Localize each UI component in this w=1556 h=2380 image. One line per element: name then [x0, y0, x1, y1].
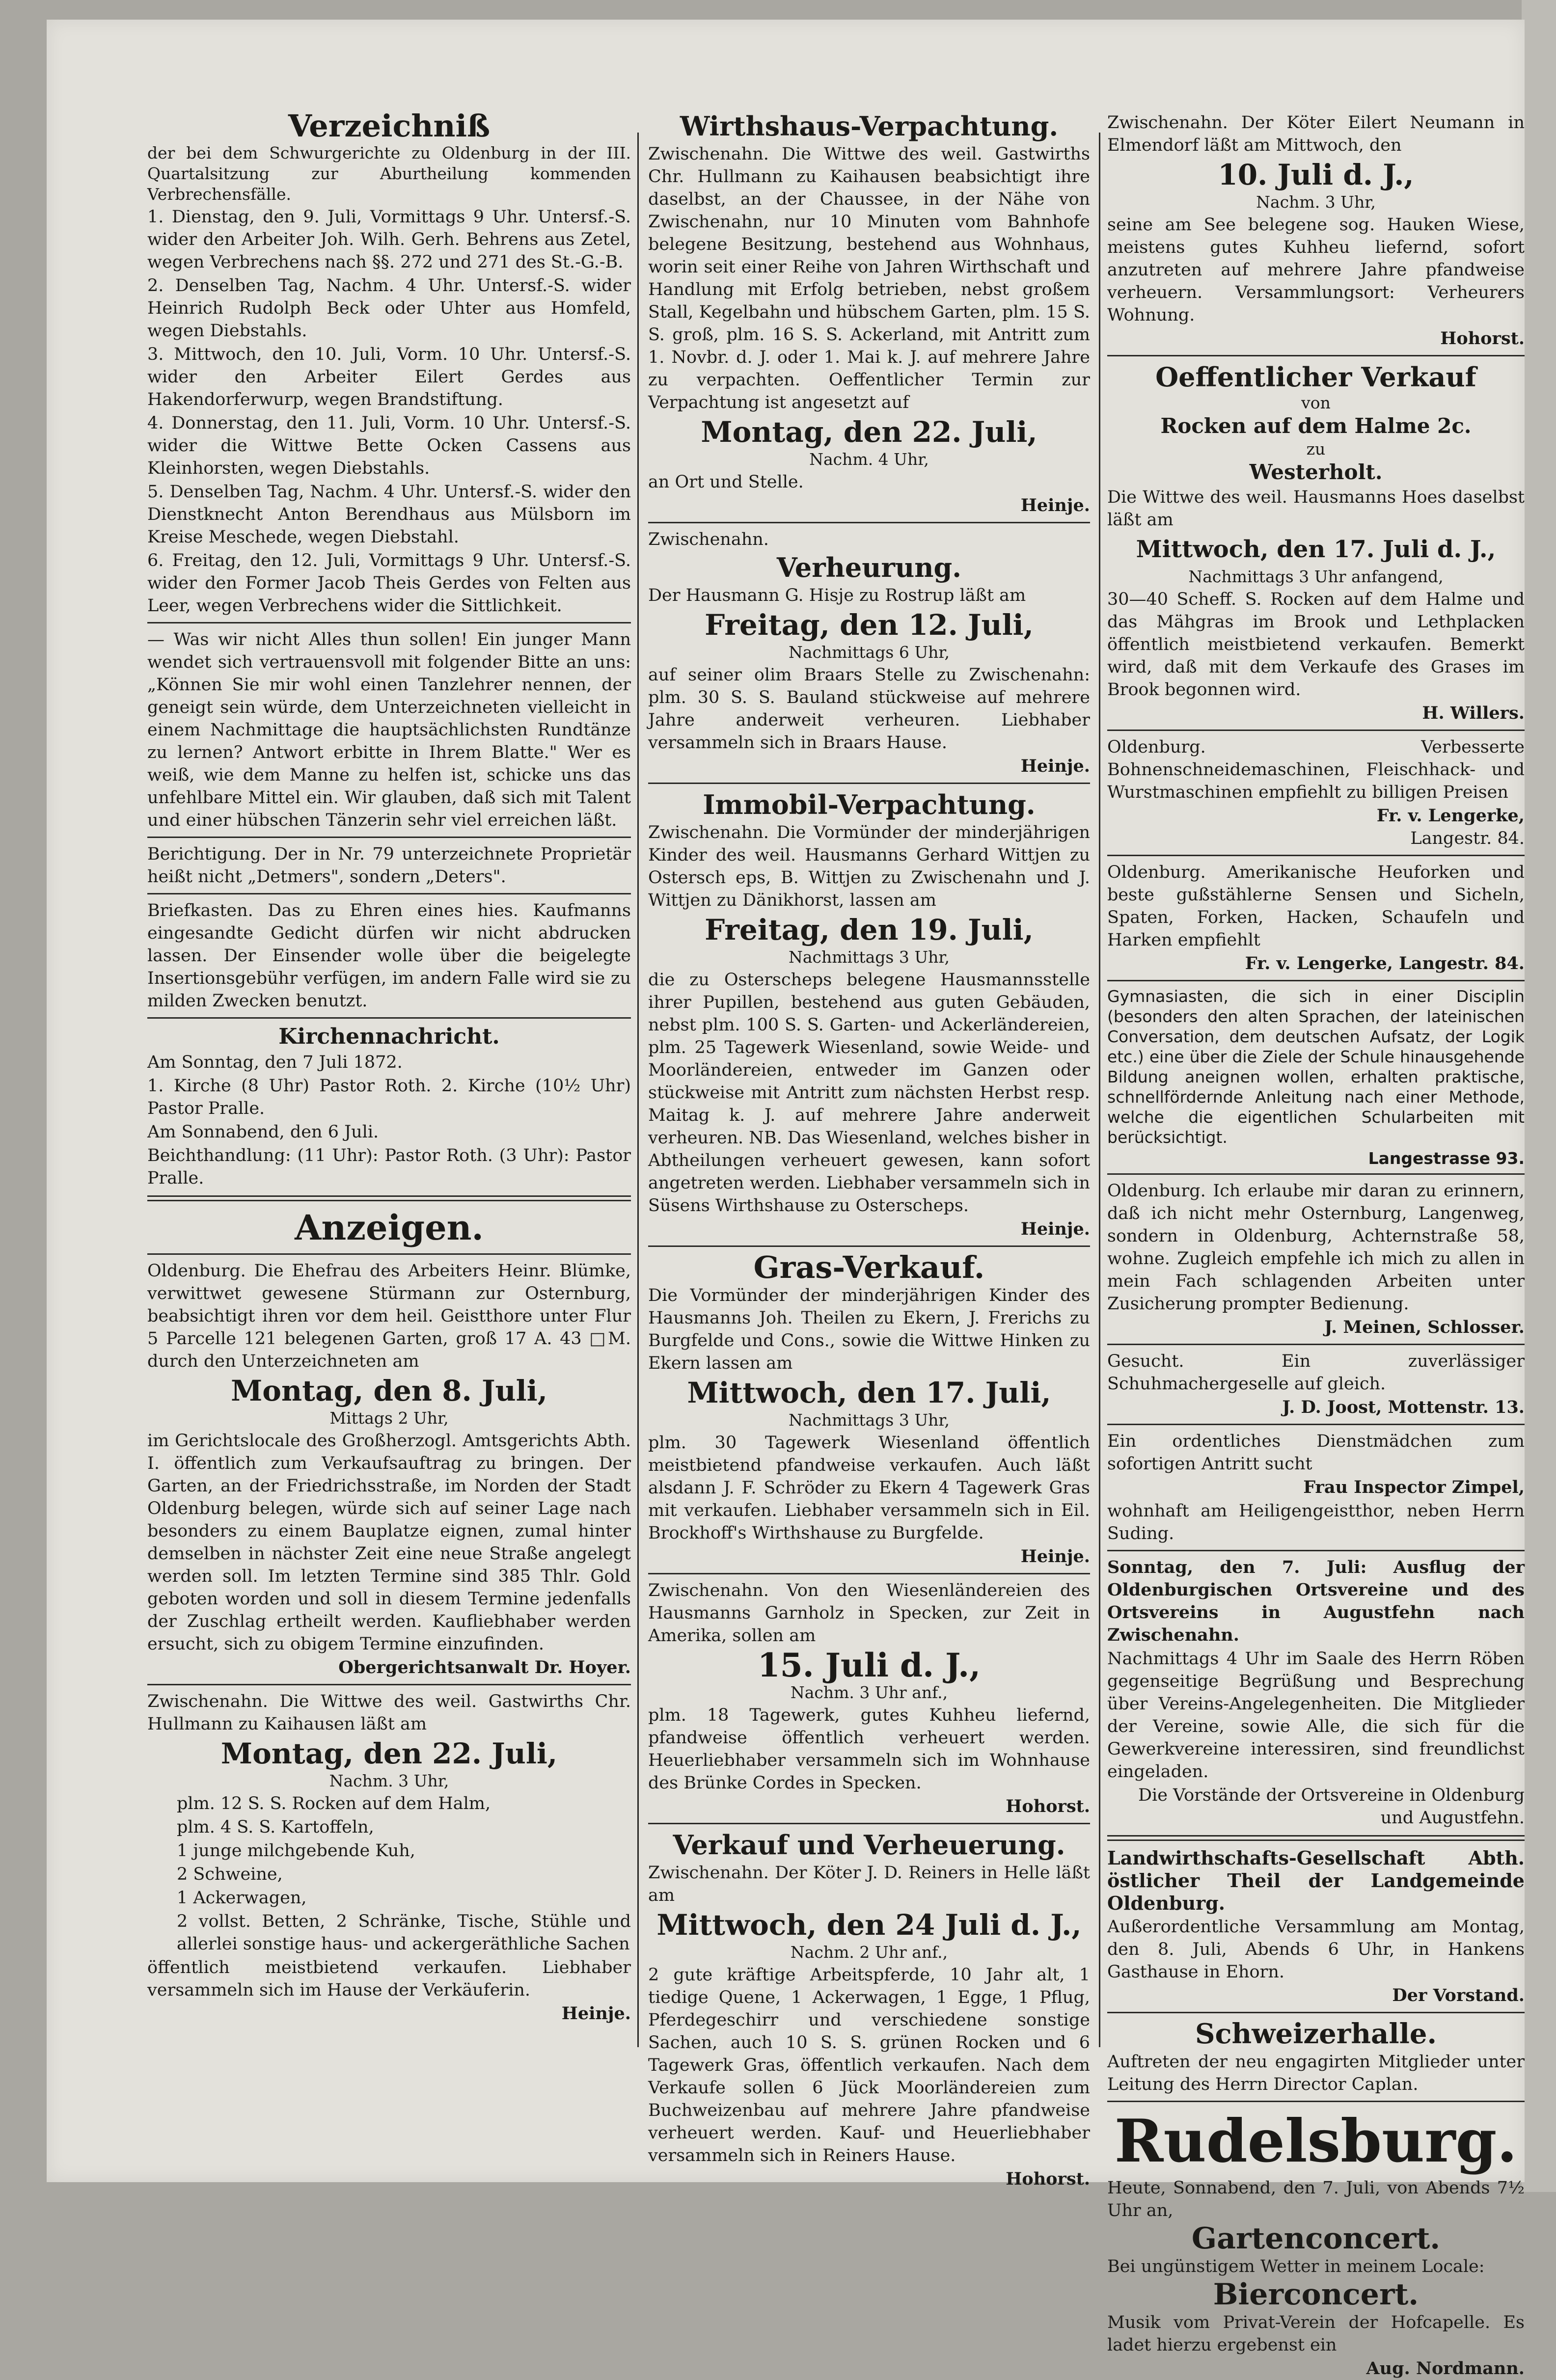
divider [1107, 855, 1525, 856]
briefkasten: Briefkasten. Das zu Ehren eines hies. Kaufmanns eingesandte Gedicht dürfen wir nicht abdrucken lassen. Der Einsender wolle über die beigelegte Insertionsgebühr verfügen, im andern Falle wird sie zu milden Zwecken benutzt. [147, 901, 631, 1011]
wirthshaus-title: Wirthshaus-Verpachtung. [680, 110, 1059, 142]
schweizer-title: Schweizerhalle. [1195, 2018, 1437, 2050]
landwirth-sub: Außerordentliche Versammlung am Montag, den 8. Juli, Abends 6 Uhr, in Hankens Gasthause in Ehorn. [1107, 1917, 1525, 1982]
anzeige1-time: Mittags 2 Uhr, [329, 1408, 449, 1428]
verzeichnis-intro: der bei dem Schwurgerichte zu Oldenburg in der III. Quartalsitzung zur Aburtheilung kommenden Verbrechensfälle. [147, 143, 631, 204]
column-rule-1 [637, 133, 639, 2047]
landwirth-title: Landwirthschafts-Gesellschaft Abth. östlicher Theil der Landgemeinde Oldenburg. [1107, 1847, 1525, 1914]
verkauf-time: Nachm. 2 Uhr anf., [790, 1943, 948, 1962]
gras-time: Nachmittags 3 Uhr, [788, 1410, 950, 1430]
gras-signature: Heinje. [1020, 1546, 1090, 1567]
divider [147, 1684, 631, 1685]
bier-signature: Aug. Nordmann. [1366, 2358, 1525, 2379]
divider [648, 522, 1090, 523]
anzeige1-text2: im Gerichtslocale des Großherzogl. Amtsgerichts Abth. I. öffentlich zum Verkaufsauftrag zu bringen. Der Garten, an der Friedrichsstraße, im Norden der Stadt Oldenburg belegen, würde sich auf seiner Lage nach besonders zu einem Bauplatze eignen, zumal hinter demselben in nächster Zeit eine neue Straße angelegt werden soll. Im letzten Termine sind 385 Thlr. Gold geboten worden und soll in diesem Termine jedenfalls der Zuschlag ertheilt werden. Kaufliebhaber werden ersucht, sich zu obigem Termine einzufinden. [147, 1431, 631, 1654]
verkauf3-zu: zu [1306, 439, 1326, 459]
verkauf-date: Mittwoch, den 24 Juli d. J., [656, 1908, 1082, 1942]
wirthshaus-time: Nachm. 4 Uhr, [809, 450, 929, 469]
anzeige2-item: 2 vollst. Betten, 2 Schränke, Tische, Stühle und allerlei sonstige haus- und ackergeräthliche Sachen [177, 1912, 631, 1954]
heuforken-text: Oldenburg. Amerikanische Heuforken und beste gußstählerne Sensen und Sicheln, Spaten, Forken, Hacken, Schaufeln und Harken empfiehlt [1107, 863, 1525, 950]
case-item: 3. Mittwoch, den 10. Juli, Vorm. 10 Uhr. Untersf.-S. wider den Arbeiter Eilert Gerdes aus Hakendorferwurp, wegen Brandstiftung. [147, 345, 631, 409]
divider [1107, 2101, 1525, 2102]
verkauf3-date: Mittwoch, den 17. Juli d. J., [1136, 536, 1496, 563]
verheurung-signature: Heinje. [1020, 756, 1090, 776]
verheurung-time: Nachmittags 6 Uhr, [788, 643, 950, 662]
schweizer-text: Auftreten der neu engagirten Mitglieder unter Leitung des Herrn Director Caplan. [1107, 2052, 1525, 2094]
rudelsburg-text: Heute, Sonnabend, den 7. Juli, von Abends 7½ Uhr an, [1107, 2178, 1525, 2220]
divider [1107, 730, 1525, 731]
column-3 [1107, 110, 1525, 2380]
case-item: 6. Freitag, den 12. Juli, Vormittags 9 Uhr. Untersf.-S. wider den Former Jacob Theis Gerdes von Felten aus Leer, wegen Verbrechens wider die Sittlichkeit. [147, 551, 631, 616]
meinen-text: Oldenburg. Ich erlaube mir daran zu erinnern, daß ich nicht mehr Osternburg, Langenweg, sondern in Oldenburg, Achternstraße 58, wohne. Zugleich empfehle ich mich zu allen in mein Fach schlagenden Arbeiten unter Zusicherung prompter Bedienung. [1107, 1181, 1525, 1314]
ausflug-text: Nachmittags 4 Uhr im Saale des Herrn Röben gegenseitige Begrüßung und Besprechung über Vereins-Angelegenheiten. Die Mitglieder der Vereine, sowie Alle, die sich für die Gewerkvereine interessiren, sind freundlichst eingeladen. [1107, 1649, 1525, 1782]
immobil-date: Freitag, den 19. Juli, [705, 913, 1034, 947]
verheurung-date: Freitag, den 12. Juli, [705, 608, 1034, 642]
divider [1107, 1344, 1525, 1345]
verkauf3-title: Oeffentlicher Verkauf [1155, 361, 1476, 393]
dienst-address: wohnhaft am Heiligengeistthor, neben Herrn Suding. [1107, 1501, 1525, 1543]
verkauf3-text: Die Wittwe des weil. Hausmanns Hoes daselbst läßt am [1107, 487, 1525, 530]
verkauf3-subject: Rocken auf dem Halme 2c. [1160, 414, 1472, 438]
elmendorf-date: 10. Juli d. J., [1218, 158, 1414, 191]
elmendorf-time: Nachm. 3 Uhr, [1256, 192, 1376, 212]
verkauf3-von: von [1301, 393, 1331, 412]
divider [1107, 1173, 1525, 1175]
kirche-line: Am Sonnabend, den 6 Juli. [147, 1122, 379, 1142]
verkauf3-time: Nachmittags 3 Uhr anfangend, [1188, 567, 1444, 586]
gesucht-signature: J. D. Joost, Mottenstr. 13. [1282, 1397, 1525, 1417]
bitte-text: — Was wir nicht Alles thun sollen! Ein junger Mann wendet sich vertrauensvoll mit folgender Bitte an uns: „Können Sie mir wohl einen Tanzlehrer nennen, der geneigt sein würde, dem Unterzeichneten vielleicht in einem Nachmittage die hauptsächlichsten Rundtänze zu lernen? Antwort erbitte in Ihrem Blatte." Wer es weiß, wie dem Manne zu helfen ist, schicke uns das unfehlbare Mittel ein. Wir glauben, daß sich mit Talent und einer hübschen Tänzerin sehr viel erreichen läßt. [147, 630, 631, 830]
anzeige2-time: Nachm. 3 Uhr, [329, 1771, 449, 1790]
divider [147, 1253, 631, 1255]
elmendorf-signature: Hohorst. [1440, 328, 1525, 349]
garten-title: Gartenconcert. [1191, 2221, 1441, 2256]
anzeige2-item: 1 Ackerwagen, [177, 1888, 307, 1908]
anzeige2-signature: Heinje. [561, 2003, 631, 2024]
divider [1107, 980, 1525, 981]
anzeige1-date: Montag, den 8. Juli, [231, 1374, 547, 1407]
divider [1107, 1835, 1525, 1841]
case-item: 4. Donnerstag, den 11. Juli, Vorm. 10 Uhr. Untersf.-S. wider die Wittwe Bette Ocken Cassens aus Kleinhorsten, wegen Diebstahls. [147, 413, 631, 478]
juli15-time: Nachm. 3 Uhr anf., [790, 1683, 948, 1702]
immobil-title: Immobil-Verpachtung. [703, 789, 1036, 820]
kirche-line: Beichthandlung: (11 Uhr): Pastor Roth. (3 Uhr): Pastor Pralle. [147, 1146, 631, 1188]
divider [147, 622, 631, 623]
kirche-title: Kirchennachricht. [278, 1024, 500, 1049]
elmendorf-text2: seine am See belegene sog. Hauken Wiese, meistens gutes Kuhheu liefernd, sofort anzutreten auf mehrere Jahre pfandweise verheuern. Versammlungsort: Verheurers Wohnung. [1107, 215, 1525, 325]
divider [648, 1245, 1090, 1247]
bohnen-text: Oldenburg. Verbesserte Bohnenschneidemaschinen, Fleischhack- und Wurstmaschinen empfiehlt zu billigen Preisen [1107, 737, 1525, 802]
garten-text: Bei ungünstigem Wetter in meinem Locale: [1107, 2257, 1485, 2276]
anzeige2-item: 2 Schweine, [177, 1865, 283, 1884]
divider [648, 1573, 1090, 1574]
landwirth-signature: Der Vorstand. [1392, 1985, 1525, 2005]
verheurung-place: Zwischenahn. [648, 530, 769, 549]
gras-title: Gras-Verkauf. [753, 1249, 985, 1285]
divider [147, 837, 631, 838]
dienst-signature: Frau Inspector Zimpel, [1303, 1477, 1525, 1497]
juli15-date: 15. Juli d. J., [757, 1646, 981, 1684]
divider [1107, 2012, 1525, 2013]
anzeige1-text: Oldenburg. Die Ehefrau des Arbeiters Heinr. Blümke, verwittwet gewesene Stürmann zur Osternburg, beabsichtigt ihren vor dem heil. Geistthore unter Flur 5 Parcelle 121 belegenen Garten, groß 17 A. 43 □M. durch den Unterzeichneten am [147, 1261, 631, 1371]
gymnasiasten-address: Langestrasse 93. [1368, 1149, 1525, 1168]
divider [1107, 1424, 1525, 1425]
column-2 [648, 110, 1090, 2191]
meinen-signature: J. Meinen, Schlosser. [1324, 1317, 1525, 1337]
column-rule-2 [1099, 133, 1100, 2047]
kirche-line: 1. Kirche (8 Uhr) Pastor Roth. 2. Kirche (10½ Uhr) Pastor Pralle. [147, 1076, 631, 1118]
divider [1107, 355, 1525, 356]
ausflug-title: Sonntag, den 7. Juli: Ausflug der Oldenburgischen Ortsvereine und des Ortsvereins in Augustfehn nach Zwischenahn. [1107, 1557, 1525, 1645]
verkauf-signature: Hohorst. [1006, 2169, 1090, 2189]
bohnen-address: Langestr. 84. [1410, 829, 1525, 848]
page-edge [1522, 0, 1556, 2192]
divider [648, 1823, 1090, 1824]
divider [648, 783, 1090, 784]
anzeige2-item: 1 junge milchgebende Kuh, [177, 1841, 415, 1861]
anzeige1-signature: Obergerichtsanwalt Dr. Hoyer. [338, 1657, 631, 1677]
wirthshaus-text: Zwischenahn. Die Wittwe des weil. Gastwirths Chr. Hullmann zu Kaihausen beabsichtigt ihre daselbst, an der Chaussee, in der Nähe von Zwischenahn, nur 10 Minuten vom Bahnhofe belegene Besitzung, bestehend aus Wohnhaus, worin seit einer Reihe von Jahren Wirthschaft und Handlung mit Erfolg betrieben, nebst großem Stall, Kegelbahn und hübschem Garten, plm. 15 S. S. groß, plm. 16 S. S. Ackerland, mit Antritt zum 1. Novbr. d. J. oder 1. Mai k. J. auf mehrere Jahre zu verpachten. Oeffentlicher Termin zur Verpachtung ist angesetzt auf [648, 144, 1090, 412]
anzeigen-title: Anzeigen. [295, 1207, 484, 1248]
divider [147, 893, 631, 894]
wirthshaus-date: Montag, den 22. Juli, [701, 415, 1037, 449]
case-item: 5. Denselben Tag, Nachm. 4 Uhr. Untersf.-S. wider den Dienstknecht Anton Berendhaus aus Mülsborn im Kreise Meschede, wegen Diebstahl. [147, 482, 631, 547]
verkauf3-place: Westerholt. [1249, 460, 1383, 484]
case-item: 1. Dienstag, den 9. Juli, Vormittags 9 Uhr. Untersf.-S. wider den Arbeiter Joh. Wilh. Gerh. Behrens aus Zetel, wegen Verbrechens nach §§. 272 und 271 des St.-G.-B. [147, 207, 631, 272]
wirthshaus-signature: Heinje. [1020, 495, 1090, 515]
heuforken-signature: Fr. v. Lengerke, Langestr. 84. [1245, 953, 1525, 974]
rudelsburg-title: Rudelsburg. [1114, 2107, 1518, 2176]
verkauf3-signature: H. Willers. [1422, 703, 1525, 723]
bier-title: Bierconcert. [1213, 2277, 1419, 2312]
anzeige2-item: plm. 4 S. S. Kartoffeln, [177, 1817, 374, 1837]
verheurung-text: Der Hausmann G. Hisje zu Rostrup läßt am [648, 586, 1026, 605]
verzeichnis-title: Verzeichniß [288, 108, 491, 144]
anzeige2-text: Zwischenahn. Die Wittwe des weil. Gastwirths Chr. Hullmann zu Kaihausen läßt am [147, 1692, 631, 1734]
anzeige2-text2: öffentlich meistbietend verkaufen. Liebhaber versammeln sich im Hause der Verkäuferin. [147, 1958, 631, 2000]
elmendorf-text: Zwischenahn. Der Köter Eilert Neumann in Elmendorf läßt am Mittwoch, den [1107, 113, 1525, 155]
case-item: 2. Denselben Tag, Nachm. 4 Uhr. Untersf.-S. wider Heinrich Rudolph Beck oder Uhter aus Homfeld, wegen Diebstahls. [147, 276, 631, 341]
bohnen-signature: Fr. v. Lengerke, [1376, 806, 1525, 826]
immobil-time: Nachmittags 3 Uhr, [788, 947, 950, 967]
divider [1107, 1550, 1525, 1551]
immobil-text: Zwischenahn. Die Vormünder der minderjährigen Kinder des weil. Hausmanns Gerhard Wittjen zu Ostersch eps, B. Wittjen zu Zwischenahn und J. Wittjen zu Dänikhorst, lassen am [648, 823, 1090, 910]
verkauf-title: Verkauf und Verheuerung. [673, 1829, 1065, 1861]
immobil-signature: Heinje. [1020, 1219, 1090, 1239]
divider [147, 1195, 631, 1201]
immobil-text2: die zu Osterscheps belegene Hausmannsstelle ihrer Pupillen, bestehend aus guten Gebäuden, nebst plm. 100 S. S. Garten- und Ackerländereien, plm. 25 Tagewerk Wiesenland, sowie Weide- und Moorländereien, entweder im Ganzen oder stückweise mit Antritt zum nächsten Herbst resp. Maitag k. J. auf mehrere Jahre anderweit verheuren. NB. Das Wiesenland, welches bisher in Abtheilungen verheuert gewesen, kann sofort angetreten werden. Liebhaber versammeln sich in Süsens Wirthshause zu Osterscheps. [648, 970, 1090, 1216]
anzeige2-item: plm. 12 S. S. Rocken auf dem Halm, [177, 1794, 491, 1813]
berichtigung: Berichtigung. Der in Nr. 79 unterzeichnete Proprietär heißt nicht „Detmers", sondern „Deters". [147, 844, 631, 887]
kirche-line: Am Sonntag, den 7 Juli 1872. [147, 1053, 403, 1072]
wirthshaus-place: an Ort und Stelle. [648, 472, 804, 492]
verheurung-title: Verheurung. [776, 552, 962, 583]
juli15-text2: plm. 18 Tagewerk, gutes Kuhheu liefernd, pfandweise öffentlich verheuert werden. Heuerliebhaber versammeln sich im Wohnhause des Brünke Cordes in Specken. [648, 1705, 1090, 1793]
gras-text: Die Vormünder der minderjährigen Kinder des Hausmanns Joh. Theilen zu Ekern, J. Frerichs zu Burgfelde und Cons., sowie die Wittwe Hinken zu Ekern lassen am [648, 1286, 1090, 1373]
divider [147, 1017, 631, 1019]
verkauf-text2: 2 gute kräftige Arbeitspferde, 10 Jahr alt, 1 tiedige Quene, 1 Ackerwagen, 1 Egge, 1 Pflug, Pferdegeschirr und verschiedene sonstige Sachen, auch 10 S. S. grünen Rocken und 6 Tagewerk Gras, öffentlich verkaufen. Nach dem Verkaufe sollen 6 Jück Moorländereien zum Buchweizenbau auf mehrere Jahre pfandweise verheuert werden. Kauf- und Heuerliebhaber versammeln sich in Reiners Hause. [648, 1965, 1090, 2165]
verkauf-text: Zwischenahn. Der Köter J. D. Reiners in Helle läßt am [648, 1863, 1090, 1905]
anzeige2-date: Montag, den 22. Juli, [220, 1737, 558, 1770]
verkauf3-text2: 30—40 Scheff. S. Rocken auf dem Halme und das Mähgras im Brook und Lethplacken öffentlich meistbietend verkaufen. Bemerkt wird, daß mit dem Verkaufe des Grases im Brook begonnen wird. [1107, 590, 1525, 700]
gymnasiasten-text: Gymnasiasten, die sich in einer Disciplin (besonders den alten Sprachen, der lateinischen Conversation, dem deutschen Aufsatz, der Logik etc.) eine über die Ziele der Schule hinausgehende Bildung aneignen wollen, erhalten praktische, schnellfördernde Anleitung nach einer Methode, welche die eigentlichen Schularbeiten mit berücksichtigt. [1107, 987, 1525, 1147]
juli15-signature: Hohorst. [1006, 1796, 1090, 1816]
dienst-text: Ein ordentliches Dienstmädchen zum sofortigen Antritt sucht [1107, 1432, 1525, 1474]
gras-date: Mittwoch, den 17. Juli, [687, 1376, 1051, 1409]
bier-text: Musik vom Privat-Verein der Hofcapelle. Es ladet hierzu ergebenst ein [1107, 2313, 1525, 2355]
gesucht-text: Gesucht. Ein zuverlässiger Schuhmachergeselle auf gleich. [1107, 1352, 1525, 1394]
ausflug-signature: Die Vorstände der Ortsvereine in Oldenburg und Augustfehn. [1138, 1785, 1525, 1828]
column-1 [147, 110, 631, 2025]
gras-text2: plm. 30 Tagewerk Wiesenland öffentlich meistbietend pfandweise verkaufen. Auch läßt alsdann J. F. Schröder zu Ekern 4 Tagewerk Gras mit verkaufen. Liebhaber versammeln sich in Eil. Brockhoff's Wirthshause zu Burgfelde. [648, 1433, 1090, 1543]
verheurung-text2: auf seiner olim Braars Stelle zu Zwischenahn: plm. 30 S. S. Bauland stückweise auf mehrere Jahre anderweit verheuren. Liebhaber versammeln sich in Braars Hause. [648, 665, 1090, 753]
juli15-text: Zwischenahn. Von den Wiesenländereien des Hausmanns Garnholz in Specken, zur Zeit in Amerika, sollen am [648, 1581, 1090, 1646]
